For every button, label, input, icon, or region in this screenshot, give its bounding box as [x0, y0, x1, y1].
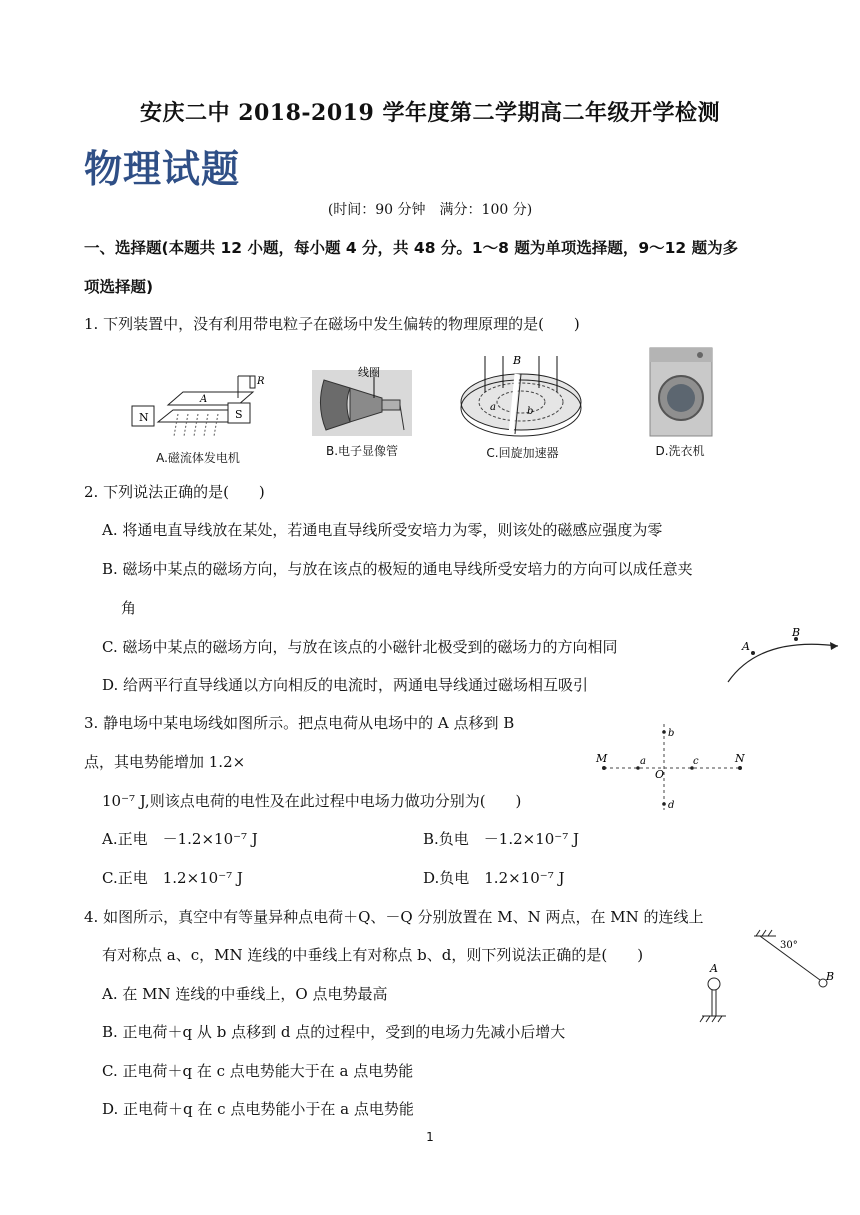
crt-coil-label: 线圈 — [358, 366, 380, 379]
exam-time-info: (时间：90 分钟 满分：100 分) — [327, 202, 533, 218]
q4-option-a: A. 在 MN 连线的中垂线上，O 点电势最高 — [102, 985, 388, 1003]
mn-b-label: b — [668, 728, 675, 739]
school-title: 安庆二中 2018-2019 学年度第二学期高二年级开学检测 — [140, 100, 720, 126]
ball-a-label: A — [710, 962, 718, 975]
section-heading-line2: 项选择题) — [84, 278, 154, 296]
question-4-stem-line2: 有对称点 a、c，MN 连线的中垂线上有对称点 b、d，则下列说法正确的是( ) — [102, 946, 644, 964]
q2-option-a: A. 将通电直导线放在某处，若通电直导线所受安培力为零，则该处的磁感应强度为零 — [102, 521, 663, 539]
cyclotron-b2-label: b — [527, 406, 534, 417]
q3-option-a: A.正电 －1.2×10⁻⁷ J — [102, 830, 258, 848]
q3-option-b: B.负电 －1.2×10⁻⁷ J — [423, 830, 580, 848]
section-heading-line1: 一、选择题(本题共 12 小题，每小题 4 分，共 48 分。1～8 题为单项选择题，9～12 题为多 — [84, 239, 739, 257]
q4-option-d: D. 正电荷＋q 在 c 点电势能小于在 a 点电势能 — [102, 1100, 414, 1118]
mhd-generator-diagram — [128, 370, 268, 445]
q1-figure-d — [640, 346, 720, 464]
q1-caption-a: A.磁流体发电机 — [156, 451, 240, 465]
crt-tube-photo — [312, 360, 412, 438]
page-number: 1 — [426, 1130, 434, 1144]
cyclotron-a-label: a — [490, 402, 496, 413]
q2-option-b-cont: 角 — [121, 599, 137, 617]
question-4-stem-line1: 4. 如图所示，真空中有等量异种点电荷＋Q、－Q 分别放置在 M、N 两点，在 MN 的连线上 — [84, 908, 704, 926]
mhd-r-label: R — [257, 376, 265, 387]
mn-o-label: O — [655, 768, 665, 781]
field-point-b-label: B — [792, 626, 801, 639]
q2-option-c: C. 磁场中某点的磁场方向，与放在该点的小磁针北极受到的磁场力的方向相同 — [102, 638, 618, 656]
washing-machine-photo — [640, 346, 720, 438]
q1-caption-d: D.洗衣机 — [655, 444, 705, 458]
q3-option-c: C.正电 1.2×10⁻⁷ J — [102, 869, 243, 887]
mhd-a-label: A — [200, 394, 208, 405]
mn-d-label: d — [668, 800, 675, 811]
subject-title: 物理试题 — [84, 147, 241, 191]
q2-option-b: B. 磁场中某点的磁场方向，与放在该点的极短的通电导线所受安培力的方向可以成任意夹 — [102, 560, 693, 578]
angle-label: 30° — [780, 940, 798, 951]
question-2-stem: 2. 下列说法正确的是( ) — [84, 483, 265, 501]
q3-option-d: D.负电 1.2×10⁻⁷ J — [423, 869, 565, 887]
mn-m-label: M — [596, 752, 608, 765]
mhd-s-label: S — [235, 408, 243, 421]
q1-figure-b — [312, 360, 412, 465]
q4-option-c: C. 正电荷＋q 在 c 点电势能大于在 a 点电势能 — [102, 1062, 414, 1080]
hanging-ball-figure — [696, 928, 846, 1026]
mn-a-label: a — [640, 756, 646, 767]
mhd-n-label: N — [139, 411, 149, 424]
q1-figure-a — [128, 370, 268, 465]
cyclotron-b-label: B — [513, 354, 522, 367]
field-line-figure — [720, 624, 845, 686]
question-3-stem-line1: 3. 静电场中某电场线如图所示。把点电荷从电场中的 A 点移到 B — [84, 714, 515, 732]
mn-n-label: N — [735, 752, 745, 765]
mn-c-label: c — [693, 756, 699, 767]
question-1-stem: 1. 下列装置中，没有利用带电粒子在磁场中发生偏转的物理原理的是( ) — [84, 315, 580, 333]
q1-caption-b: B.电子显像管 — [325, 444, 399, 458]
q2-option-d: D. 给两平行直导线通以方向相反的电流时，两通电导线通过磁场相互吸引 — [102, 676, 589, 694]
field-point-a-label: A — [742, 640, 750, 653]
question-3-stem-line3: 10⁻⁷ J,则该点电荷的电性及在此过程中电场力做功分别为( ) — [102, 792, 522, 810]
q4-option-b: B. 正电荷＋q 从 b 点移到 d 点的过程中，受到的电场力先减小后增大 — [102, 1023, 566, 1041]
cyclotron-diagram — [455, 352, 590, 440]
mn-charges-figure — [592, 718, 752, 814]
q1-caption-c: C.回旋加速器 — [486, 446, 559, 460]
question-3-stem-line2: 点，其电势能增加 1.2× — [84, 753, 246, 771]
q1-figure-c — [455, 352, 590, 467]
ball-b-label: B — [826, 970, 835, 983]
